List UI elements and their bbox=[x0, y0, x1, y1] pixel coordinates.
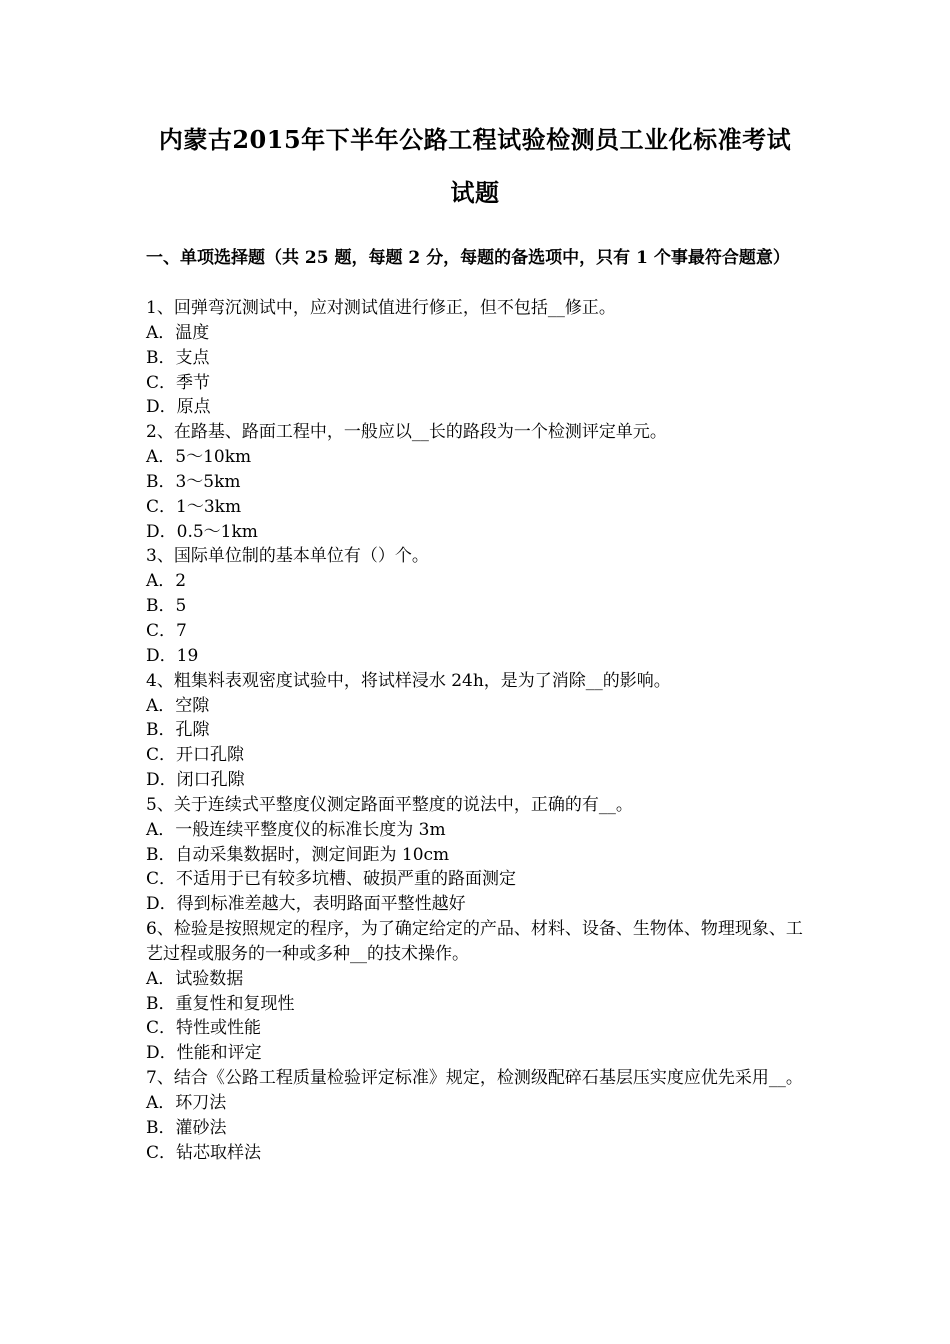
option: C．开口孔隙 bbox=[146, 745, 245, 766]
option: D．闭口孔隙 bbox=[146, 770, 245, 791]
option: D．19 bbox=[146, 645, 199, 666]
option: C．不适用于已有较多坑槽、破损严重的路面测定 bbox=[146, 869, 517, 890]
page-title-continued: 试题 bbox=[450, 178, 500, 207]
option: A．5～10km bbox=[146, 447, 252, 468]
option: A．试验数据 bbox=[146, 968, 244, 989]
option: D．0.5～1km bbox=[146, 521, 258, 542]
option: C．7 bbox=[146, 620, 187, 641]
option: B．5 bbox=[146, 596, 187, 617]
option: C．特性或性能 bbox=[146, 1018, 262, 1039]
option: B．自动采集数据时，测定间距为 10cm bbox=[146, 844, 450, 865]
question-text: 7、结合《公路工程质量检验评定标准》规定，检测级配碎石基层压实度应优先采用__。 bbox=[146, 1068, 803, 1089]
option: A．空隙 bbox=[146, 695, 210, 716]
option: D．原点 bbox=[146, 397, 211, 418]
question-text: 4、粗集料表观密度试验中，将试样浸水 24h，是为了消除__的影响。 bbox=[146, 670, 671, 691]
question-text: 6、检验是按照规定的程序，为了确定给定的产品、材料、设备、生物体、物理现象、工艺过程或服务的一种或多种__的技术操作。 bbox=[146, 919, 803, 964]
option: A．环刀法 bbox=[146, 1093, 227, 1113]
question-text: 5、关于连续式平整度仪测定路面平整度的说法中，正确的有__。 bbox=[146, 794, 633, 815]
option: C．钻芯取样法 bbox=[146, 1142, 262, 1163]
option: C．1～3km bbox=[146, 496, 242, 517]
section-heading: 一、单项选择题（共 25 题，每题 2 分，每题的备选项中，只有 1 个事最符合题意） bbox=[146, 248, 790, 268]
option: D．得到标准差越大，表明路面平整性越好 bbox=[146, 894, 466, 915]
option: A．一般连续平整度仪的标准长度为 3m bbox=[146, 819, 446, 840]
option: B．支点 bbox=[146, 347, 210, 368]
option: B．重复性和复现性 bbox=[146, 993, 295, 1014]
page-title: 内蒙古2015年下半年公路工程试验检测员工业化标准考试 bbox=[158, 125, 792, 154]
option: B．孔隙 bbox=[146, 720, 210, 741]
question-list bbox=[146, 296, 811, 1166]
option: D．性能和评定 bbox=[146, 1043, 262, 1064]
question-text: 1、回弹弯沉测试中，应对测试值进行修正，但不包括__修正。 bbox=[146, 298, 616, 318]
option: A．温度 bbox=[146, 322, 210, 343]
option: A．2 bbox=[146, 571, 187, 592]
option: B．3～5km bbox=[146, 471, 241, 492]
question-text: 3、国际单位制的基本单位有（）个。 bbox=[146, 546, 429, 567]
question-text: 2、在路基、路面工程中，一般应以__长的路段为一个检测评定单元。 bbox=[146, 422, 667, 443]
option: B．灌砂法 bbox=[146, 1117, 227, 1138]
option: C．季节 bbox=[146, 372, 211, 393]
